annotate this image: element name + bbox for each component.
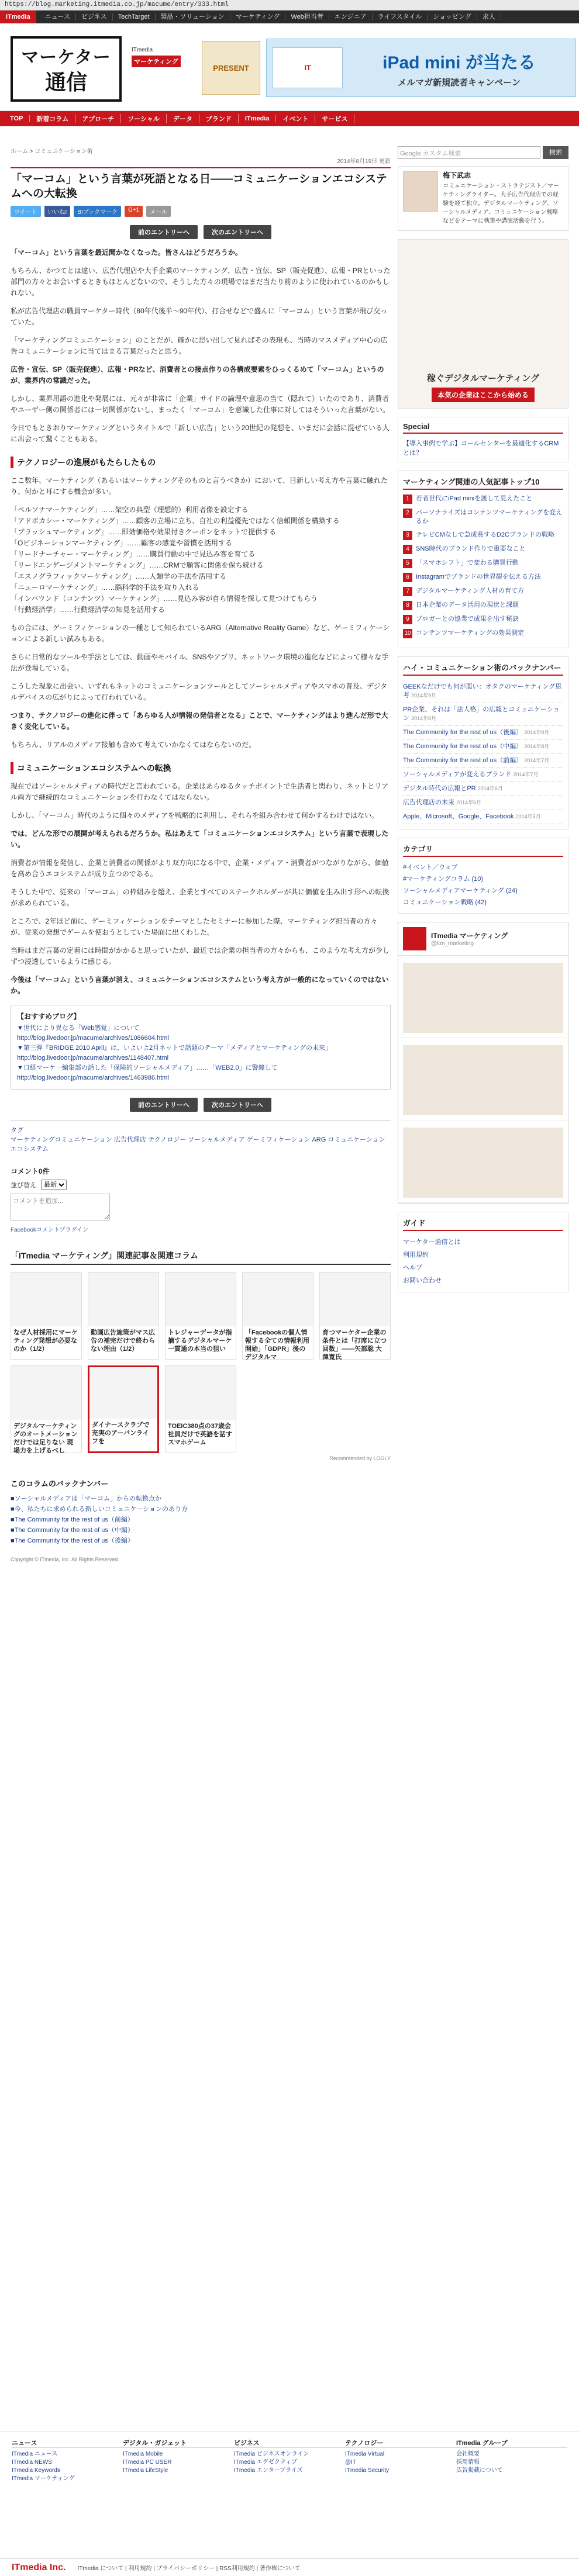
related-card-ad[interactable] [88,1365,159,1453]
related-card-title: なぜ人材採用にマーケティング発想が必要なのか（1/2） [11,1326,81,1359]
footer-link[interactable]: ITmedia エンタープライズ [234,2467,303,2474]
list-item: 「ニューロマーケティング」……脳科学的手法を取り入れる [11,583,199,592]
footer-column: ニュース ITmedia ニュース ITmedia NEWS ITmedia Keywords ITmedia マーケティング [12,2438,123,2483]
related-card[interactable] [165,1272,236,1360]
category-box [398,838,568,914]
ranking-item[interactable]: 5 「スマホシフト」で変わる購買行動 [403,559,563,568]
paragraph: もの合には、ゲーミフィケーションの一種として知られているARG（Alternative Reality Game）など、ゲーミフィケーションによる新しい試みもある。 [11,624,390,643]
twitter-name[interactable]: ITmedia マーケティング [431,932,508,940]
ranking-item[interactable]: 6 Instagramでブランドの世界観を伝える方法 [403,573,563,582]
footer-link[interactable]: 広告掲載について [456,2467,503,2474]
list-item: 「インバウンド（コンテンツ）マーケティング」……見込み客が自ら情報を探して見つけてもらう [11,594,318,603]
guide-link[interactable]: お問い合わせ [403,1277,442,1284]
footer-link[interactable]: @IT [345,2459,357,2466]
list-item: 「ペルソナマーケティング」……架空の典型（理想的）利用者像を設定する [11,506,249,514]
copyright: Copyright © ITmedia, Inc. All Rights Reserved. [11,1557,119,1562]
tweet-image [403,1128,563,1198]
sidebar-ad-title: 稼ぐデジタルマーケティング [426,374,540,383]
search-button[interactable]: 検索 [543,146,568,159]
footer-column: ビジネス ITmedia ビジネスオンライン ITmedia エグゼクティブ ITmedia エンタープライズ [234,2438,345,2483]
related-card-title: トレジャーデータが指摘するデジタルマーケ一貫通の本当の狙い [166,1326,236,1359]
category-item[interactable]: #イベント／ウェブ [403,864,458,871]
article-body [11,247,391,1090]
main-column [11,146,391,1562]
next-entry-button[interactable]: 次のエントリーへ [204,225,271,239]
paragraph: しかし、業界用語の進化や発展には、元々が非常に「企業」サイドの論理や意思の当て（隠れて）いたのであり、消費者やユーザー側の関係者には一切関係がないし、まったく「マーコム」を意識した仕事に対してはそういった言葉がない。 [11,395,390,414]
blog-link[interactable]: ▼第三弾『BRIDGE 2010 April』は、いよいよ2月ネットで話題のテーマ「メディアとマーケティングの未来」 [17,1045,332,1052]
paragraph: 消費者が情報を発信し、企業と消費者の関係がより双方向になる中で、企業・メディア・消費者がつながりながら、価値を高め合うエコシステムが成り立つのである。 [11,859,389,878]
paragraph: ところで、2年ほど前に、ゲーミフィケーションをテーマとしたセミナーに参加した際、マーケティング担当者の方々が、従来の発想でゲームを使おうとしていた場面に出くわした。 [11,917,378,936]
nav-event[interactable]: イベント [276,114,315,123]
column-backnumber-item[interactable]: The Community for the rest of us（中編） 2014年8月 [403,740,563,754]
related-card-title: 動画広告施策がマス広告の補完だけで終わらない理由（1/2） [88,1326,158,1359]
itmedia-label: ITmedia [132,47,153,53]
paragraph: しかし、「マーコム」時代のように個々のメディアを戦略的に利用し、それらを組み合わせて何かするわけではない。 [11,811,379,820]
article-date: 2014年8月19日 更新 [337,158,391,165]
column-backnumber-item[interactable]: GEEKなだけでも何が悪い：オタクのマーケティング思考 2014年9月 [403,680,563,703]
next-entry-button[interactable]: 次のエントリーへ [204,1098,271,1112]
sidebar-ad[interactable] [398,239,568,409]
sidebar [398,146,568,1301]
list-item: 「ブラッシュマーケティング」……即効価格や効果付きクーポンをネットで提供する [11,528,277,536]
footer-link[interactable]: ITmedia Keywords [12,2467,60,2474]
tweet-image [403,963,563,1033]
footer-logo[interactable]: ITmedia Inc. [12,2562,66,2572]
section-heading-eco: コミュニケーションエコシステムへの転換 [11,762,391,774]
ranking-item[interactable]: 7 デジタルマーケティング人材の育て方 [403,587,563,596]
footer-link[interactable]: ITmedia Security [345,2467,390,2474]
ad-title: iPad mini が当たる [382,53,536,72]
tag-links[interactable]: マーケティングコミュニケーション 広告代理店 テクノロジー ソーシャルメディア ゲーミフィケーション ARG コミュニケーションエコシステム [11,1136,385,1153]
article-title: 「マーコム」という言葉が死語となる日――コミュニケーションエコシステムへの大転換 [11,167,391,201]
list-item: 「リードエンゲージメントマーケティング」……CRMで顧客に関係を保ち続ける [11,561,264,569]
comment-count: コメント0件 [11,1167,50,1175]
list-item: 「Oビジネーションマーケティング」……顧客の感覚や習慣を活用する [11,539,233,547]
nav-service[interactable]: サービス [315,114,354,123]
like-button[interactable]: いいね! [44,206,71,217]
tablet-icon: IT [273,47,343,88]
tag-box [11,1120,391,1158]
special-title: Special [403,422,563,434]
ranking-item[interactable]: 4 SNS時代のブランド作りで重要なこと [403,545,563,554]
column-backnumber-item[interactable]: ソーシャルメディアが変えるブランド 2014年7月 [403,768,563,782]
ranking-item[interactable]: 8 日本企業のデータ活用の現状と課題 [403,601,563,610]
search-box [398,146,568,159]
related-card[interactable] [242,1272,313,1360]
paragraph: 広告・宣伝、SP（販売促進）、広報・PRなど、消費者との接点作りの各構成要素をひっくるめて「マーコム」というのが、業界内の常識だった。 [11,365,384,385]
site-nav [0,111,579,126]
paragraph: では、どんな形での展開が考えられるだろうか。私はあえて「コミュニケーションエコシステム」という言葉で表現したい。 [11,829,389,849]
twitter-widget [398,922,568,1204]
logly-credit[interactable]: Recommended by LOGLY [329,1455,391,1461]
backnumber-item[interactable]: ■The Community for the rest of us（中編） [11,1527,134,1534]
nav-brand[interactable]: ブランド [199,114,239,123]
footer-link[interactable]: ITmedia NEWS [12,2459,52,2466]
footer-column: ITmedia グループ 会社概要 採用情報 広告掲載について [456,2438,567,2483]
tweet[interactable] [398,1038,568,1121]
box-title: 【おすすめブログ】 [17,1012,81,1021]
marketing-badge: マーケティング [132,56,181,67]
twitter-handle[interactable]: @itm_marketing [431,941,474,947]
related-card[interactable] [165,1365,236,1453]
backnumber-item[interactable]: ■The Community for the rest of us（前編） [11,1516,134,1523]
bookmark-button[interactable]: B!ブックマーク [74,206,121,217]
backnumber-section [11,1478,391,1546]
paragraph: ここ数年、マーケティング（あるいはマーケティングそのものと言うべきか）において、目新しい考え方や言葉に触れたり、何かと耳にする機会が多い。 [11,476,388,496]
paragraph: 現在ではソーシャルメディアの時代だと言われている。企業はあらゆるタッチポイントで生活者と関わり、ネットとリアル両方で継続的なコミュニケーションを行わなくてはならない。 [11,782,389,801]
global-nav [0,11,579,23]
site-footer [0,2432,579,2576]
blog-link[interactable]: http://blog.livedoor.jp/macume/archives/1463986.html [17,1074,169,1081]
paragraph: 今日でもときおりマーケティングというタイトルで「新しい広告」という20世紀の発想を、いまだに会話に混ぜている人に出会って驚くこともある。 [11,424,390,443]
nav-social[interactable]: ソーシャル [121,114,167,123]
footer-link[interactable]: 採用情報 [456,2459,480,2466]
global-nav-item[interactable]: マーケティング [230,13,286,20]
footer-link[interactable]: ITmedia ニュース [12,2451,58,2457]
present-banner[interactable]: PRESENT [202,41,260,95]
guide-box [398,1212,568,1292]
related-card[interactable] [11,1272,82,1360]
column-backnumber-item[interactable]: 広告代理店の未来 2014年6月 [403,796,563,810]
related-card[interactable] [88,1272,159,1360]
paragraph: そうした中で、従来の「マーコム」の枠組みを超え、企業とすべてのステークホルダーが共に価値を生み出す形への転換が求められている。 [11,888,390,907]
column-backnumber-item[interactable]: PR企業、それは「法人格」の広報とコミュニケーション 2014年8月 [403,703,563,726]
comment-input[interactable] [11,1194,110,1220]
special-box [398,417,568,462]
ranking-box [398,471,568,648]
paragraph: もちろん、かつてとは違い、広告代理店や大手企業のマーケティング、広告・宣伝、SP（販売促進）、広報・PRといった部門の方々とお会いするときもほとんどないので、そうした方々の現場ではまだ当たり前のように使われているのかもしれない。 [11,267,391,297]
facebook-plugin-link[interactable]: Facebookコメントプラグイン [11,1227,89,1233]
tweet[interactable] [398,956,568,1038]
column-backnumber-item[interactable]: The Community for the rest of us（後編） 2014年8月 [403,726,563,740]
global-nav-item[interactable]: TechTarget [113,13,156,20]
breadcrumb[interactable]: ホーム > コミュニケーション術 [11,148,93,155]
twitter-avatar-icon[interactable] [403,927,426,950]
comment-section [11,1166,391,1233]
backnumber-item[interactable]: ■今、私たちに求められる新しいコミュニケーションのあり方 [11,1506,188,1513]
column-backnumber-box [398,656,568,829]
nav-itmedia[interactable]: ITmedia [239,115,277,122]
pager-bottom [11,1098,391,1112]
blog-link[interactable]: ▼世代により異なる「Web感覚」について [17,1025,140,1032]
related-card-title: ダイナースクラブで充実のアーバンライフを [89,1419,157,1451]
site-header [0,23,579,111]
blog-link[interactable]: ▼日経マーケ一編集部の話した「保険的ソーシャルメディア」……「WEB2.0」に警鐘して [17,1064,278,1071]
paragraph: 当時はまだ言葉の定着には時間がかかると思っていたが、最近では企業の担当者の方々からも、このような考え方が少しずつ浸透しているように感じる。 [11,946,390,966]
global-nav-item[interactable]: 求人 [477,13,501,20]
special-link[interactable]: 【導入事例で学ぶ】コールセンターを最適化するCRMとは？ [403,440,559,457]
ranking-item[interactable]: 9 ブロガーとの協業で成果を出す秘訣 [403,615,563,624]
list-item: 「行動経済学」……行動経済学の知見を活用する [11,606,166,614]
guide-link[interactable]: ヘルプ [403,1264,422,1271]
author-bio: コミュニケーション・ストラテジスト／マーケティングライター。大手広告代理店での経験を経て独立。デジタルマーケティング、ソーシャルメディア、コミュニケーション戦略などをテーマに執筆や講演活動を行う。 [443,183,559,224]
guide-title: ガイド [403,1217,563,1231]
address-bar[interactable]: https://blog.marketing.itmedia.co.jp/macume/entry/333.html [0,0,579,11]
prev-entry-button[interactable]: 前のエントリーへ [130,1098,198,1112]
section-heading-tech: テクノロジーの進展がもたらしたもの [11,457,391,468]
ranking-item[interactable]: 1 若者世代にiPad miniを渡して見えたこと [403,495,563,504]
paragraph: 今後は「マーコム」という言葉が消え、コミュニケーションエコシステムという考え方が一般的になっていくのではないか。 [11,976,389,995]
list-item: 「エスノグラフィックマーケティング」……人類学の手法を活用する [11,572,227,580]
logo-text-top: マーケター [21,47,111,68]
author-avatar[interactable] [403,171,438,212]
ad-subtitle: メルマガ新規読者キャンペーン [398,77,521,88]
global-nav-item[interactable]: エンジニア [329,13,373,20]
footer-column: デジタル・ガジェット ITmedia Mobile ITmedia PC USER ITmedia LifeStyle [123,2438,234,2483]
footer-legal-links[interactable]: ITmedia について | 利用規約 | プライバシーポリシー | RSS利用規約 | 著作権について [77,2565,301,2572]
backnumber-item[interactable]: ■The Community for the rest of us（後編） [11,1537,134,1544]
paragraph: つまり、テクノロジーの進化に伴って「あらゆる人が情報の発信者となる」ことで、マーケティングはより進んだ形で大きく変化している。 [11,711,388,731]
search-input[interactable]: Google カスタム検索 [398,146,540,159]
nav-approach[interactable]: アプローチ [75,114,121,123]
logo-text-bottom: 通信 [44,70,87,95]
ipad-ad-banner[interactable] [266,39,576,97]
footer-link[interactable]: ITmedia LifeStyle [123,2467,168,2474]
prev-entry-button[interactable]: 前のエントリーへ [130,225,198,239]
global-nav-item[interactable]: ライフスタイル [373,13,428,20]
tweet[interactable] [398,1121,568,1203]
global-nav-item[interactable]: ニュース [40,13,76,20]
itmedia-badge[interactable] [132,47,196,94]
author-profile [398,166,568,231]
paragraph: さらに日常的なツールや手法としては、動画やモバイル、SNSやアプリ、ネットワーク環境の進化などによって様々な手法が登場している。 [11,653,389,672]
column-backnumber-item[interactable]: The Community for the rest of us（前編） 2014年7月 [403,754,563,768]
footer-link[interactable]: ITmedia ビジネスオンライン [234,2451,309,2457]
tag-label: タグ [11,1127,23,1134]
category-title: カテゴリ [403,843,563,857]
nav-new-columns[interactable]: 新着コラム [30,114,75,123]
list-item: 「リードナーチャー・マーケティング」……購買行動の中で見込み客を育てる [11,550,256,558]
ranking-item[interactable]: 3 テレビCMなしで急成長するD2Cブランドの戦略 [403,531,563,540]
share-bar [11,206,391,217]
mail-button[interactable]: メール [146,206,171,217]
nav-data[interactable]: データ [167,114,199,123]
related-grid [11,1272,391,1453]
footer-link[interactable]: ITmedia PC USER [123,2459,172,2466]
global-brand[interactable]: ITmedia [0,11,36,23]
paragraph: 「マーコム」という言葉を最近聞かなくなった。皆さんはどうだろうか。 [11,248,243,257]
paragraph: もちろん、リアルのメディア接触も含めて考えていかなくてはならないのだ。 [11,741,256,749]
ranking-item[interactable]: 2 パーソナライズはコンテンツマーケティングを変えるか [403,509,563,526]
category-item[interactable]: ソーシャルメディアマーケティング (24) [403,887,518,894]
column-backnumber-item[interactable]: Apple、Microsoft、Google、Facebook 2014年5月 [403,810,563,824]
sort-select[interactable] [41,1180,67,1190]
footer-link[interactable]: ITmedia Mobile [123,2451,163,2457]
global-nav-item[interactable]: ビジネス [76,13,113,20]
tweet-button[interactable]: ツイート [11,206,41,217]
footer-column: テクノロジー ITmedia Virtual @IT ITmedia Security [345,2438,456,2483]
footer-link[interactable]: ITmedia Virtual [345,2451,385,2457]
ranking-item[interactable]: 10 コンテンツマーケティングの効果測定 [403,629,563,638]
paragraph: こうした現象に出会い、いずれもネットのコミュニケーションツールとしてソーシャルメディアやスマホの普及、デジタルデバイスの広がりによって行われている。 [11,682,388,701]
footer-link[interactable]: ITmedia エグゼクティブ [234,2459,298,2466]
related-card[interactable] [11,1365,82,1453]
paragraph: 私が広告代理店の職員マーケター時代（80年代後半〜90年代）、打合せなどで盛んに「マーコム」という言葉が飛び交っていた。 [11,307,388,326]
ranking-title: マーケティング関連の人気記事トップ10 [403,476,563,490]
global-nav-item[interactable]: ショッピング [428,13,477,20]
recommended-blog-box [11,1005,391,1090]
sidebar-ad-cta: 本気の企業はここから始める [432,388,535,402]
site-logo[interactable] [11,36,122,102]
nav-top[interactable]: TOP [4,115,30,122]
category-item[interactable]: コミュニケーション戦略 (42) [403,899,487,906]
related-card-title: 育つマーケター企業の条件とは「打席に立つ回数」――矢部聡 大澤寛氏 [320,1326,390,1359]
blog-link[interactable]: http://blog.livedoor.jp/macume/archives/1148407.html [17,1054,169,1061]
related-card[interactable] [319,1272,391,1360]
guide-link[interactable]: マーケター通信とは [403,1239,461,1246]
related-heading: 「ITmedia マーケティング」関連記事＆関連コラム [11,1250,391,1265]
gplus-button[interactable]: G+1 [125,206,143,217]
pager-top [11,225,391,239]
tweet-image [403,1045,563,1115]
marketing-terms-list [11,504,391,616]
backnumber-heading: このコラムのバックナンバー [11,1479,109,1488]
footer-link[interactable]: ITmedia マーケティング [12,2475,75,2482]
author-name[interactable]: 梅下武志 [443,171,471,179]
related-card-title: TOEIC380点の37歳会社員だけで英語を話すスマホゲーム [166,1420,236,1453]
related-card-title: デジタルマーケティングのオートメーションだけでは足りない 現場力を上げるべし [11,1420,81,1453]
column-backnumber-title: ハイ・コミュニケーション術のバックナンバー [403,662,563,676]
paragraph: 「マーケティングコミュニケーション」のことだが、確かに思い出して見ればその表現も、当時のマスメディア中心の広告コミュニケーションに当てはまる言葉だったと思う。 [11,336,388,355]
global-nav-item[interactable]: Web担当者 [285,13,329,20]
column-backnumber-item[interactable]: デジタル時代の広報とPR 2014年6月 [403,782,563,796]
footer-link[interactable]: 会社概要 [456,2451,480,2457]
category-item[interactable]: #マーケティングコラム (10) [403,876,484,883]
list-item: 「アドボカシー・マーケティング」……顧客の立場に立ち、自社の利益優先ではなく信頼関係を構築する [11,517,340,525]
backnumber-item[interactable]: ■ソーシャルメディアは「マーコム」からの転換点か [11,1495,161,1502]
sort-label: 並び替え [11,1182,36,1189]
blog-link[interactable]: http://blog.livedoor.jp/macume/archives/1086604.html [17,1035,169,1042]
guide-link[interactable]: 利用規約 [403,1251,429,1258]
global-nav-item[interactable]: 製品・ソリューション [156,13,230,20]
related-card-title: 「Facebookの個人情報する全ての情報利用開始」「GDPR」後のデジタルマ [243,1326,313,1359]
